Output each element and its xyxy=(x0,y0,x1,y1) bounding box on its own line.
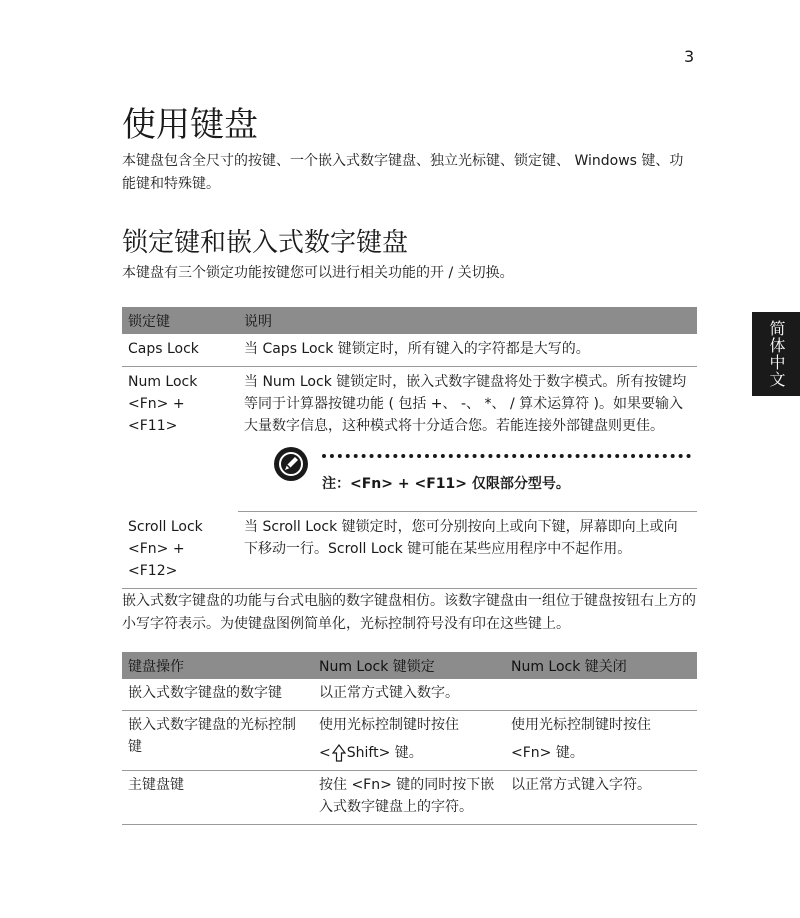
cell-text: 使用光标控制键时按住 xyxy=(319,717,459,733)
key-cell xyxy=(122,512,238,589)
numlock-off-cell xyxy=(505,711,697,771)
table-row xyxy=(122,512,697,589)
section-title: 锁定键和嵌入式数字键盘 xyxy=(122,228,409,258)
lock-keys-table xyxy=(122,307,697,589)
desc-text: 当 Num Lock 键锁定时，嵌入式数字键盘将处于数字模式。所有按键均等同于计算器按键功能 ( 包括 +、 -、 *、 / 算术运算符 )。如果要输入大量数字信息，这种模式将十分适合您。若能连接外部键盘则更佳。 xyxy=(244,374,687,434)
key-combo: <Fn> + <F12> xyxy=(128,540,185,579)
numlock-off-cell xyxy=(505,679,697,711)
numlock-on-cell: 以正常方式键入数字。 xyxy=(313,679,505,711)
numlock-off-cell: 以正常方式键入字符。 xyxy=(505,771,697,825)
key-name: Scroll Lock xyxy=(128,518,203,535)
column-header: 键盘操作 xyxy=(122,652,313,679)
cell-text: 使用光标控制键时按住 xyxy=(511,717,651,733)
language-label: 简体中文 xyxy=(767,320,786,388)
column-header: 锁定键 xyxy=(122,307,238,334)
shift-arrow-icon xyxy=(331,742,347,764)
page-title: 使用键盘 xyxy=(122,105,258,145)
table-row xyxy=(122,367,697,512)
desc-cell xyxy=(238,367,697,512)
column-header: Num Lock 键关闭 xyxy=(505,652,697,679)
note-divider xyxy=(322,454,691,458)
column-header: 说明 xyxy=(238,307,697,334)
column-header: Num Lock 键锁定 xyxy=(313,652,505,679)
keypad-table xyxy=(122,652,697,825)
shift-instruction xyxy=(319,742,499,764)
note-box xyxy=(274,445,691,505)
pen-note-icon xyxy=(274,447,308,481)
desc-cell: 当 Scroll Lock 键锁定时，您可分别按向上或向下键，屏幕即向上或向下移动一行。Scroll Lock 键可能在某些应用程序中不起作用。 xyxy=(238,512,697,589)
intro-paragraph: 本键盘包含全尺寸的按键、一个嵌入式数字键盘、独立光标键、锁定键、 Windows 键、功能键和特殊键。 xyxy=(122,153,684,192)
table-header-row xyxy=(122,652,697,679)
language-side-tab xyxy=(752,312,800,396)
numlock-on-cell xyxy=(313,711,505,771)
desc-cell: 当 Caps Lock 键锁定时，所有键入的字符都是大写的。 xyxy=(238,334,697,367)
key-cell xyxy=(122,367,238,512)
table-row xyxy=(122,711,697,771)
operation-cell: 嵌入式数字键盘的数字键 xyxy=(122,679,313,711)
key-combo: <Fn> + <F11> xyxy=(128,396,185,434)
numlock-on-cell: 按住 <Fn> 键的同时按下嵌入式数字键盘上的字符。 xyxy=(313,771,505,825)
table-row xyxy=(122,679,697,711)
key-cell xyxy=(122,334,238,367)
bracket-open: < xyxy=(319,745,331,761)
key-name: Caps Lock xyxy=(128,341,199,357)
table-row xyxy=(122,334,697,367)
key-name: Num Lock xyxy=(128,374,198,390)
keypad-paragraph: 嵌入式数字键盘的功能与台式电脑的数字键盘相仿。该数字键盘由一组位于键盘按钮右上方的小写字符表示。为使键盘图例简单化，光标控制符号没有印在这些键上。 xyxy=(122,593,696,632)
note-text: 注：<Fn> + <F11> 仅限部分型号。 xyxy=(322,476,570,492)
shift-label: Shift xyxy=(346,745,379,761)
section-intro: 本键盘有三个锁定功能按键您可以进行相关功能的开 / 关切换。 xyxy=(122,265,514,281)
cell-text-line2: <Fn> 键。 xyxy=(511,745,584,761)
page-number: 3 xyxy=(684,47,695,66)
table-row xyxy=(122,771,697,825)
bracket-close: > 键。 xyxy=(378,745,423,761)
operation-cell: 主键盘键 xyxy=(122,771,313,825)
operation-cell: 嵌入式数字键盘的光标控制键 xyxy=(122,711,313,771)
table-header-row xyxy=(122,307,697,334)
